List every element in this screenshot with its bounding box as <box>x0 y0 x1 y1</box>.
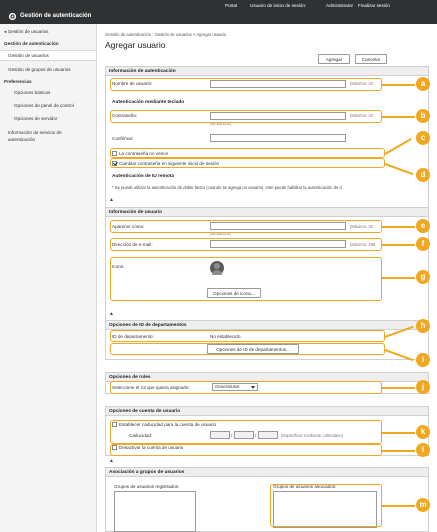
callout-frame-h <box>110 330 385 342</box>
date-separator-1: / <box>231 433 233 438</box>
callout-badge-j: j <box>416 380 430 394</box>
sidebar-item-service-info[interactable]: Información de servicio de autenticación <box>8 130 62 142</box>
leader-e <box>382 226 415 228</box>
leader-g <box>382 277 415 279</box>
change-next-login-label: Cambiar contraseña en siguiente inicio de sesión <box>119 161 220 166</box>
leader-a <box>382 84 415 86</box>
groups-header: Asociación a grupos de usuarios <box>105 467 429 477</box>
password-note: (9876543210) <box>210 122 232 126</box>
top-bar <box>0 0 437 24</box>
date-separator-2: / <box>255 433 257 438</box>
collapse-arrow-icon[interactable]: ▲ <box>109 458 114 464</box>
sidebar-item-basic[interactable]: Opciones básicas <box>14 90 51 95</box>
callout-badge-e: e <box>416 219 430 233</box>
username-label: Nombre de usuario: <box>112 81 153 86</box>
auth-info-header: Información de autenticación <box>105 66 429 76</box>
login-user-label: Usuario de inicio de sesión: <box>250 3 307 8</box>
registered-groups-label: Grupos de usuarios registrados: <box>114 484 180 489</box>
leader-j <box>382 387 415 389</box>
callout-badge-g: g <box>416 270 430 284</box>
callout-badge-d: d <box>416 168 430 182</box>
gear-icon <box>8 12 17 21</box>
dept-id-label: ID de departamento: <box>112 334 154 339</box>
confirm-password-field[interactable] <box>210 134 346 142</box>
top-navigation <box>0 2 437 11</box>
callout-badge-m: m <box>416 498 430 512</box>
role-select-value: GeneralUser <box>215 384 240 389</box>
callout-badge-k: k <box>416 425 430 439</box>
sidebar-heading-auth: Gestión de autenticación <box>4 41 59 46</box>
sidebar-item-users[interactable]: Gestión de usuarios <box>0 50 96 61</box>
dept-id-header: Opciones de ID de departamentos <box>105 320 429 330</box>
sidebar <box>0 24 97 532</box>
portal-link[interactable]: Portal <box>225 3 238 8</box>
remote-ui-auth-header: Autenticación de IU remota <box>112 174 175 179</box>
callout-frame-i <box>110 343 385 355</box>
user-info-header: Información de usuario <box>105 207 429 217</box>
callout-frame-e <box>110 220 382 233</box>
app-title: Gestión de autenticación <box>20 13 92 19</box>
callout-badge-i: i <box>416 353 430 367</box>
set-expiry-label: Establecer caducidad para la cuenta de usuario <box>119 422 217 427</box>
sidebar-heading-prefs: Preferencias <box>4 79 32 84</box>
display-as-label: Aparecer como: <box>112 224 145 229</box>
leader-b <box>382 116 415 118</box>
icon-label: Icono: <box>112 264 125 269</box>
callout-frame-j <box>110 381 382 394</box>
email-max-hint: (Máximo: 256 <box>350 242 376 247</box>
dept-id-options-button[interactable]: Opciones de ID de departamentos... <box>207 344 299 354</box>
sidebar-item-server[interactable]: Opciones de servidor <box>14 116 58 121</box>
collapse-arrow-icon[interactable]: ▲ <box>109 197 114 203</box>
callout-frame-b <box>110 110 382 123</box>
callout-frame-m <box>270 484 382 527</box>
sidebar-item-groups[interactable]: Gestión de grupos de usuarios <box>8 67 71 72</box>
keyboard-auth-header: Autenticación mediante teclado <box>112 100 185 105</box>
callout-frame-a <box>110 78 382 91</box>
registered-groups-list[interactable] <box>114 491 196 532</box>
leader-f <box>382 244 415 246</box>
callout-frame-d <box>110 158 385 168</box>
confirm-password-label: Confirmar: <box>112 136 134 141</box>
dept-id-value: No establecido. <box>210 334 242 339</box>
leader-m <box>382 505 415 507</box>
icon-options-button[interactable]: Opciones de icono... <box>207 288 261 298</box>
breadcrumb: Gestión de autenticación : Gestión de usuarios > Agregar usuario <box>105 32 227 37</box>
callout-frame-k <box>110 420 382 444</box>
expiry-label: Caducidad: <box>129 433 153 438</box>
disable-account-label: Desactivar la cuenta de usuario <box>119 445 184 450</box>
account-header: Opciones de cuenta de usuario <box>105 406 429 416</box>
back-link[interactable]: ◂ Gestión de usuarios <box>4 29 49 34</box>
page-title: Agregar usuario <box>105 40 166 50</box>
leader-k <box>382 432 415 434</box>
cancel-button[interactable]: Cancelar <box>355 54 387 64</box>
associated-groups-label: Grupos de usuarios asociados: <box>273 484 337 489</box>
callout-badge-b: b <box>416 109 430 123</box>
callout-frame-c <box>110 148 385 158</box>
callout-frame-g <box>110 257 382 301</box>
never-expires-label: La contraseña no vence <box>119 151 169 156</box>
callout-badge-c: c <box>416 131 430 145</box>
logout-link[interactable]: Finalizar sesión <box>358 3 390 8</box>
admin-username: Administrator <box>326 3 354 8</box>
password-label: Contraseña: <box>112 113 138 118</box>
leader-l <box>382 450 415 452</box>
add-button[interactable]: Agregar <box>318 54 350 64</box>
callout-frame-f <box>110 238 382 251</box>
callout-badge-h: h <box>416 319 430 333</box>
sidebar-item-panel[interactable]: Opciones de panel de control <box>14 103 74 108</box>
callout-badge-l: l <box>416 443 430 457</box>
remote-ui-note: * Se puede utilizar la autenticación de doble factor (cuando se agrega un usuario), este puede habilitar la autenticación de d <box>112 185 342 190</box>
callout-badge-a: a <box>416 77 430 91</box>
display-as-note: (9876543210) <box>210 232 232 236</box>
email-label: Dirección de e-mail: <box>112 242 153 247</box>
callout-frame-l <box>110 444 382 456</box>
display-as-max-hint: (Máximo: 32 <box>350 224 374 229</box>
date-hint: (Especificar mediante calendario) <box>281 433 344 438</box>
collapse-arrow-icon[interactable]: ▲ <box>109 311 114 317</box>
password-max-hint: (Máximo: 32 <box>350 113 374 118</box>
role-select-label: Seleccione el rol que quiera asignarle: <box>112 385 190 390</box>
callout-badge-f: f <box>416 237 430 251</box>
username-max-hint: (Máximo: 32 <box>350 81 374 86</box>
roles-header: Opciones de roles <box>105 372 429 382</box>
